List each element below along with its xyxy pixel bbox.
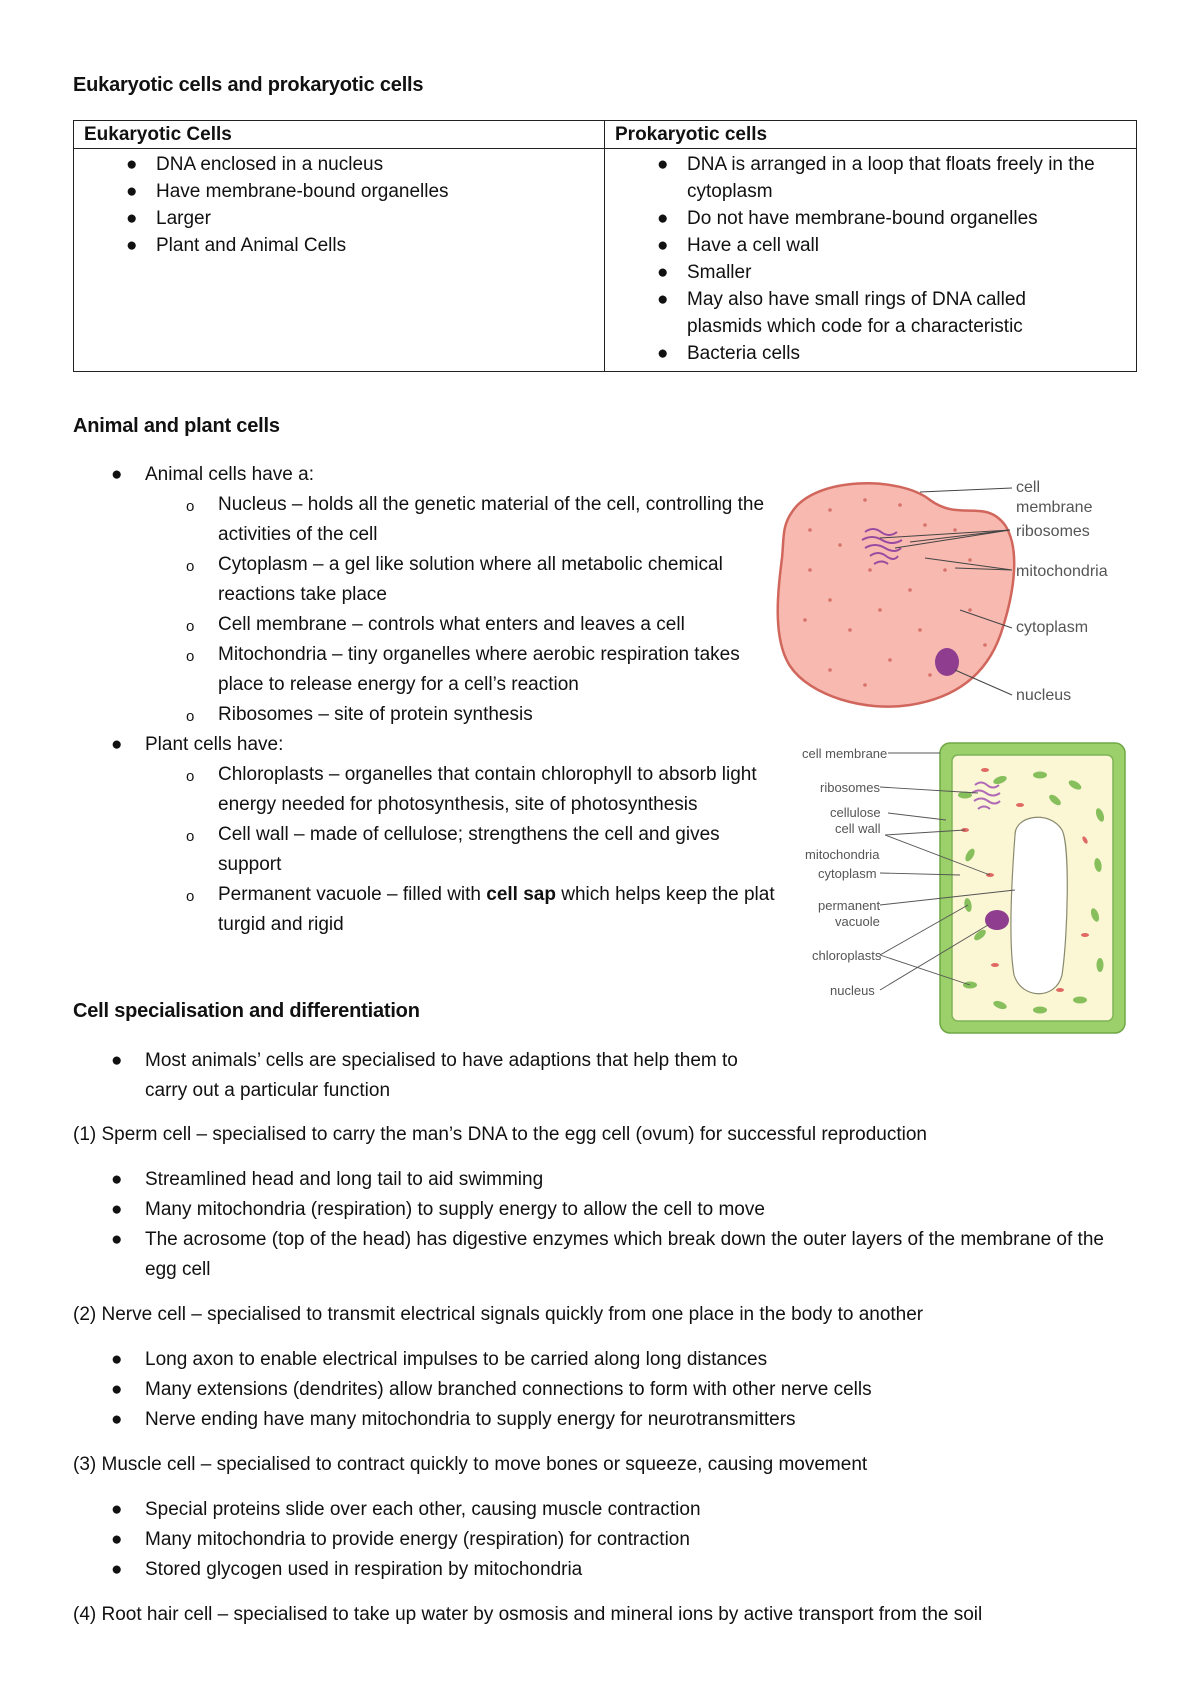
sub-bullet: o (186, 828, 195, 845)
sperm-cell-list (73, 1165, 1133, 1285)
bullet: ● (657, 289, 669, 310)
bullet: ● (111, 734, 123, 755)
bullet: ● (111, 1050, 123, 1071)
specialisation-intro (73, 1046, 773, 1106)
comparison-table (73, 120, 1137, 372)
bullet: ● (111, 1199, 123, 1220)
sub-bullet: o (186, 558, 195, 575)
sub-bullet: o (186, 768, 195, 785)
label-mitochondria: mitochondria (1016, 563, 1108, 580)
list-item: ● Plant and Animal Cells (84, 232, 594, 259)
eukaryotic-list (84, 151, 594, 259)
label-cell-membrane-1: cell (1016, 479, 1041, 496)
plant-nucleus (985, 910, 1009, 930)
cell-sap-term: cell sap (486, 884, 556, 905)
list-item: ● Long axon to enable electrical impulses to be carried along long distances (73, 1345, 1133, 1375)
list-item: o Ribosomes – site of protein synthesis (73, 700, 788, 730)
root-hair-cell-title: (4) Root hair cell – specialised to take up water by osmosis and mineral ions by active transport from the soil (73, 1604, 983, 1625)
list-item: o Cytoplasm – a gel like solution where all metabolic chemical reactions take place (186, 554, 723, 605)
bullet: ● (111, 1499, 123, 1520)
bullet: ● (126, 208, 138, 229)
sub-bullet: o (186, 498, 195, 515)
list-item: ● Do not have membrane-bound organelles (615, 205, 1096, 232)
bullet: ● (657, 343, 669, 364)
section-heading-specialisation: Cell specialisation and differentiation (73, 1000, 420, 1022)
bullet: ● (126, 154, 138, 175)
sub-bullet: o (186, 648, 195, 665)
animal-plant-text (73, 460, 788, 940)
bullet: ● (126, 181, 138, 202)
bullet: ● (111, 1409, 123, 1430)
bullet: ● (111, 1559, 123, 1580)
sperm-cell-title: (1) Sperm cell – specialised to carry the man’s DNA to the egg cell (ovum) for successful reproduction (73, 1124, 927, 1145)
list-item: o Cell wall – made of cellulose; strengthens the cell and gives support (186, 824, 720, 875)
list-item: ● Bacteria cells (615, 340, 1096, 367)
plant-label-permanent: permanent (818, 898, 881, 913)
nerve-cell-list (73, 1345, 1133, 1435)
list-item: o Chloroplasts – organelles that contain chlorophyll to absorb light energy needed for photosynthesis, site of photosynthesis (186, 764, 757, 815)
plant-label-mitochondria-text: mitochondria (805, 847, 880, 862)
list-item: ● Larger (84, 205, 594, 232)
section-heading-eukaryotic-prokaryotic: Eukaryotic cells and prokaryotic cells (73, 74, 424, 96)
plant-label-nucleus: nucleus (830, 983, 875, 998)
plant-label-cellulose: cellulose (830, 805, 881, 820)
bullet: ● (111, 1349, 123, 1370)
plant-label-cytoplasm: cytoplasm (818, 866, 877, 881)
muscle-cell-title: (3) Muscle cell – specialised to contract quickly to move bones or squeeze, causing movement (73, 1454, 868, 1475)
animal-nucleus (935, 648, 959, 676)
bullet: ● (111, 1229, 123, 1250)
nerve-cell-title: (2) Nerve cell – specialised to transmit electrical signals quickly from one place in the body to another (73, 1304, 924, 1325)
plant-label-ribosomes: ribosomes (820, 780, 880, 795)
prokaryotic-list (615, 151, 1126, 367)
list-item: ● Nerve ending have many mitochondria to supply energy for neurotransmitters (73, 1405, 1133, 1435)
list-item: ● Smaller (615, 259, 1096, 286)
label-cytoplasm: cytoplasm (1016, 619, 1089, 636)
list-item: ● DNA enclosed in a nucleus (84, 151, 594, 178)
eukaryotic-cell (74, 149, 605, 372)
list-item: ● DNA is arranged in a loop that floats freely in the cytoplasm (615, 151, 1096, 205)
label-nucleus: nucleus (1016, 687, 1072, 704)
list-item: ● Have membrane-bound organelles (84, 178, 594, 205)
plant-label-cell-wall: cell wall (835, 821, 881, 836)
list-item: ● Plant cells have: (73, 730, 788, 760)
label-cell-membrane-2: membrane (1016, 499, 1093, 516)
plant-cell-diagram (800, 735, 1140, 1045)
list-item: ● Special proteins slide over each other, causing muscle contraction (73, 1495, 1133, 1525)
plant-label-cell-membrane: cell membrane (802, 746, 888, 761)
bullet: ● (111, 1379, 123, 1400)
list-item: ● Animal cells have a: (73, 460, 788, 490)
sub-bullet: o (186, 618, 195, 635)
prokaryotic-header: Prokaryotic cells (605, 121, 1137, 149)
list-item: ● Streamlined head and long tail to aid swimming (73, 1165, 1133, 1195)
list-item: o Permanent vacuole – filled with cell sap which helps keep the plat turgid and rigid (186, 884, 775, 935)
plant-label-chloroplasts: chloroplasts (812, 948, 882, 963)
list-item: ● Have a cell wall (615, 232, 1096, 259)
list-item: ● Most animals’ cells are specialised to have adaptions that help them to carry out a particular function (73, 1046, 773, 1106)
sub-bullet: o (186, 888, 195, 905)
bullet: ● (657, 235, 669, 256)
list-item: ● Many mitochondria (respiration) to supply energy to allow the cell to move (73, 1195, 1133, 1225)
plant-vacuole (1011, 817, 1067, 993)
animal-cell-membrane (778, 483, 1014, 706)
list-item: ● Stored glycogen used in respiration by mitochondria (73, 1555, 1133, 1585)
bullet: ● (111, 1529, 123, 1550)
section-heading-animal-plant: Animal and plant cells (73, 415, 280, 437)
list-item: ● May also have small rings of DNA called plasmids which code for a characteristic (615, 286, 1096, 340)
list-item: ● Many mitochondria to provide energy (respiration) for contraction (73, 1525, 1133, 1555)
sub-bullet: o (186, 708, 195, 725)
list-item: o Nucleus – holds all the genetic material of the cell, controlling the activities of the cell (186, 494, 765, 545)
label-ribosomes: ribosomes (1016, 523, 1090, 540)
bullet: ● (111, 1169, 123, 1190)
bullet: ● (126, 235, 138, 256)
animal-cell-diagram (770, 470, 1140, 720)
eukaryotic-header: Eukaryotic Cells (74, 121, 605, 149)
bullet: ● (657, 154, 669, 175)
plant-label-vacuole: vacuole (835, 914, 880, 929)
bullet: ● (657, 208, 669, 229)
list-item: o Mitochondria – tiny organelles where aerobic respiration takes place to release energy for a cell’s reaction (186, 644, 740, 695)
bullet: ● (657, 262, 669, 283)
list-item: ● Many extensions (dendrites) allow branched connections to form with other nerve cells (73, 1375, 1133, 1405)
prokaryotic-cell (605, 149, 1137, 372)
list-item: ● The acrosome (top of the head) has digestive enzymes which break down the outer layers of the membrane of the egg cell (73, 1225, 1133, 1285)
list-item: o Cell membrane – controls what enters and leaves a cell (73, 610, 788, 640)
muscle-cell-list (73, 1495, 1133, 1585)
bullet: ● (111, 464, 123, 485)
